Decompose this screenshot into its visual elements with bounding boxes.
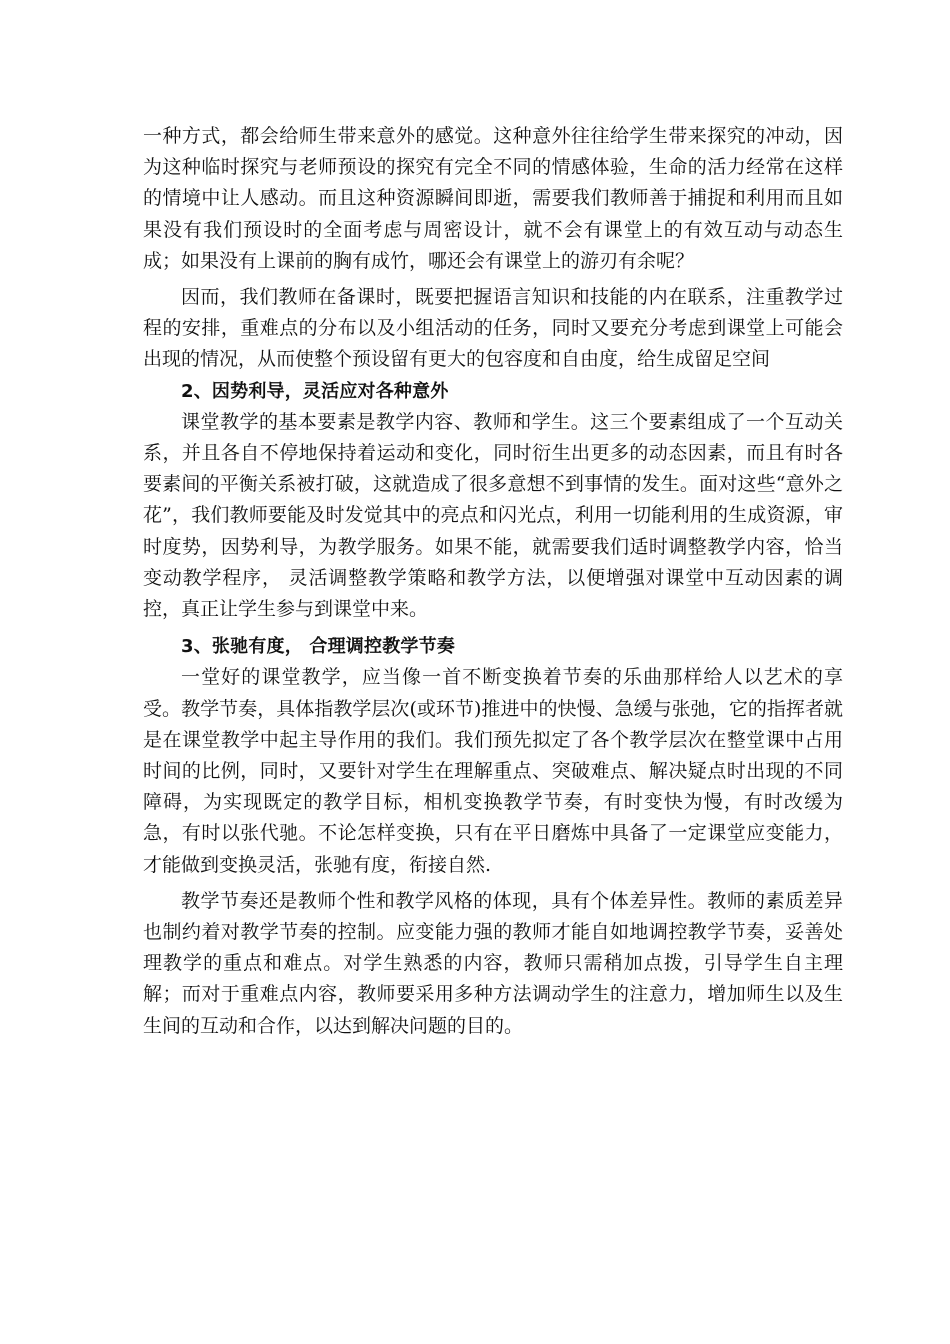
section-heading-2: 2、因势利导，灵活应对各种意外 — [181, 380, 449, 402]
paragraph-classroom-elements: 课堂教学的基本要素是教学内容、教师和学生。这三个要素组成了一个互动关系，并且各自不停地保持着运动和变化，同时衍生出更多的动态因素，而且有时各要素间的平衡关系被打破，这就造成了很多意想不到事情的发生。面对这些“意外之花”，我们教师要能及时发觉其中的亮点和闪光点，利用一切能利用的生成资源，审时度势，因势利导，为教学服务。如果不能，就需要我们适时调整教学内容，恰当变动教学程序， 灵活调整教学策略和教学方法，以便增强对课堂中互动因素的调控，真正让学生参与到课堂中来。 — [143, 410, 843, 621]
section-heading-3: 3、张驰有度， 合理调控教学节奏 — [181, 636, 455, 658]
document-body — [143, 121, 843, 1042]
paragraph-lesson-planning: 因而，我们教师在备课时，既要把握语言知识和技能的内在联系，注重教学过程的安排，重难点的分布以及小组活动的任务，同时又要充分考虑到课堂上可能会出现的情况，从而使整个预设留有更大的包容度和自由度，给生成留足空间 — [143, 286, 843, 371]
paragraph-teaching-rhythm: 一堂好的课堂教学，应当像一首不断变换着节奏的乐曲那样给人以艺术的享受。教学节奏，具体指教学层次(或环节)推进中的快慢、急缓与张弛，它的指挥者就是在课堂教学中起主导作用的我们。我们预先拟定了各个教学层次在整堂课中占用时间的比例，同时，又要针对学生在理解重点、突破难点、解决疑点时出现的不同障碍，为实现既定的教学目标，相机变换教学节奏，有时变快为慢，有时改缓为急，有时以张代驰。不论怎样变换，只有在平日磨炼中具备了一定课堂应变能力，才能做到变换灵活，张驰有度，衔接自然. — [143, 666, 843, 876]
paragraph-continuation: 一种方式，都会给师生带来意外的感觉。这种意外往往给学生带来探究的冲动，因为这种临时探究与老师预设的探究有完全不同的情感体验，生命的活力经常在这样的情境中让人感动。而且这种资源瞬间即逝，需要我们教师善于捕捉和利用而且如果没有我们预设时的全面考虑与周密设计，就不会有课堂上的有效互动与动态生成；如果没有上课前的胸有成竹，哪还会有课堂上的游刃有余呢？ — [143, 125, 843, 272]
paragraph-teacher-style: 教学节奏还是教师个性和教学风格的体现，具有个体差异性。教师的素质差异也制约着对教学节奏的控制。应变能力强的教师才能自如地调控教学节奏，妥善处理教学的重点和难点。对学生熟悉的内容，教师只需稍加点拨，引导学生自主理解；而对于重难点内容，教师要采用多种方法调动学生的注意力，增加师生以及生生间的互动和合作，以达到解决问题的目的。 — [143, 889, 843, 1037]
